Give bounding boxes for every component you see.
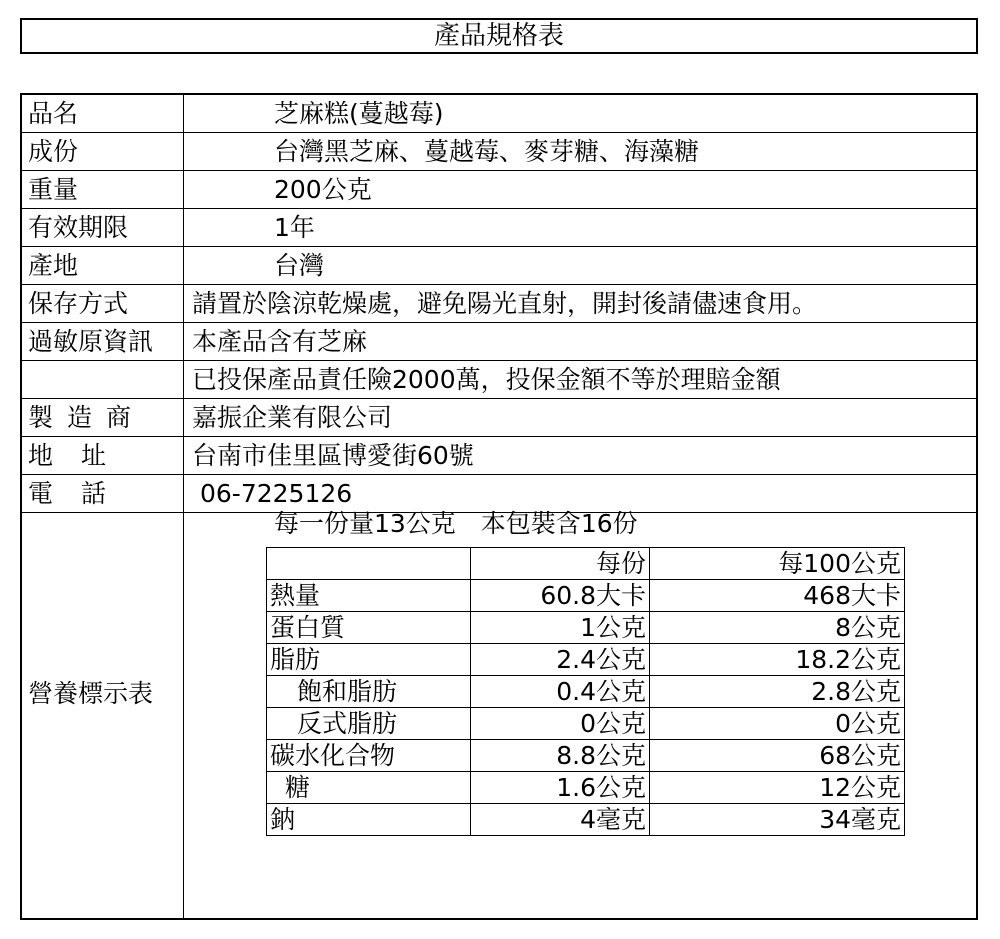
spec-value: 本產品含有芝麻 [192,327,368,356]
nutrition-row [267,740,905,772]
serving-info: 每一份量13公克 本包裝含16份 [274,509,638,538]
per-100g-value: 0公克 [650,708,905,740]
nutrient-name: 熱量 [267,580,471,612]
spec-row-shelf-life [22,209,976,247]
spec-row-storage [22,285,976,323]
per-serving-value: 0公克 [471,708,650,740]
per-serving-value: 60.8大卡 [471,580,650,612]
nutrition-row [267,772,905,804]
spec-value: 芝麻糕(蔓越莓) [274,99,444,128]
nutrition-table [266,547,905,836]
spec-label: 品名 [28,99,79,128]
nutrient-name: 蛋白質 [267,612,471,644]
spec-label: 電話 [28,479,135,508]
spec-label: 保存方式 [28,289,129,318]
per-100g-value: 2.8公克 [650,676,905,708]
header-per-100g: 每100公克 [650,548,905,580]
per-100g-value: 12公克 [650,772,905,804]
per-serving-value: 2.4公克 [471,644,650,676]
spec-value: 200公克 [274,175,372,204]
per-100g-value: 468大卡 [650,580,905,612]
spec-value: 台灣黑芝麻、蔓越莓、麥芽糖、海藻糖 [274,137,700,166]
header-per-serving: 每份 [471,548,650,580]
per-100g-value: 68公克 [650,740,905,772]
spec-label: 重量 [28,175,79,204]
per-serving-value: 8.8公克 [471,740,650,772]
spec-value: 請置於陰涼乾燥處，避免陽光直射，開封後請儘速食用。 [192,289,818,318]
per-serving-value: 1公克 [471,612,650,644]
spec-label: 有效期限 [28,213,129,242]
nutrition-row [267,612,905,644]
nutrient-name: 脂肪 [267,644,471,676]
per-serving-value: 0.4公克 [471,676,650,708]
spec-row-insurance [22,361,976,399]
per-serving-value: 1.6公克 [471,772,650,804]
spec-label: 製造商 [28,403,146,432]
nutrition-row [267,644,905,676]
nutrition-row [267,804,905,836]
per-100g-value: 34毫克 [650,804,905,836]
nutrient-name: 飽和脂肪 [267,676,471,708]
nutrition-row [267,708,905,740]
nutrient-name: 反式脂肪 [267,708,471,740]
nutrition-row [267,580,905,612]
per-100g-value: 18.2公克 [650,644,905,676]
spec-row-origin [22,247,976,285]
spec-value: 台灣 [274,251,325,280]
nutrient-name: 碳水化合物 [267,740,471,772]
spec-value: 嘉振企業有限公司 [192,403,393,432]
nutrition-row [267,676,905,708]
spec-row-manufacturer [22,399,976,437]
per-100g-value: 8公克 [650,612,905,644]
spec-row-allergen [22,323,976,361]
spec-row-address [22,437,976,475]
nutrition-label: 營養標示表 [28,679,154,708]
spec-value: 1年 [274,213,315,242]
spec-label: 過敏原資訊 [28,327,154,356]
spec-label: 產地 [28,251,79,280]
spec-row-name [22,95,976,133]
spec-label: 成份 [28,137,79,166]
nutrient-name: 鈉 [267,804,471,836]
page-title: 產品規格表 [20,18,978,54]
nutrient-name: 糖 [267,772,471,804]
nutrition-header-row [267,548,905,580]
spec-value: 已投保產品責任險2000萬，投保金額不等於理賠金額 [192,365,781,394]
header-cell [267,548,471,580]
spec-row-weight [22,171,976,209]
per-serving-value: 4毫克 [471,804,650,836]
spec-row-ingredients [22,133,976,171]
spec-value: 台南市佳里區博愛街60號 [192,441,474,470]
spec-value: 06-7225126 [200,479,353,508]
spec-label: 地址 [28,441,135,470]
spec-table [20,93,978,920]
